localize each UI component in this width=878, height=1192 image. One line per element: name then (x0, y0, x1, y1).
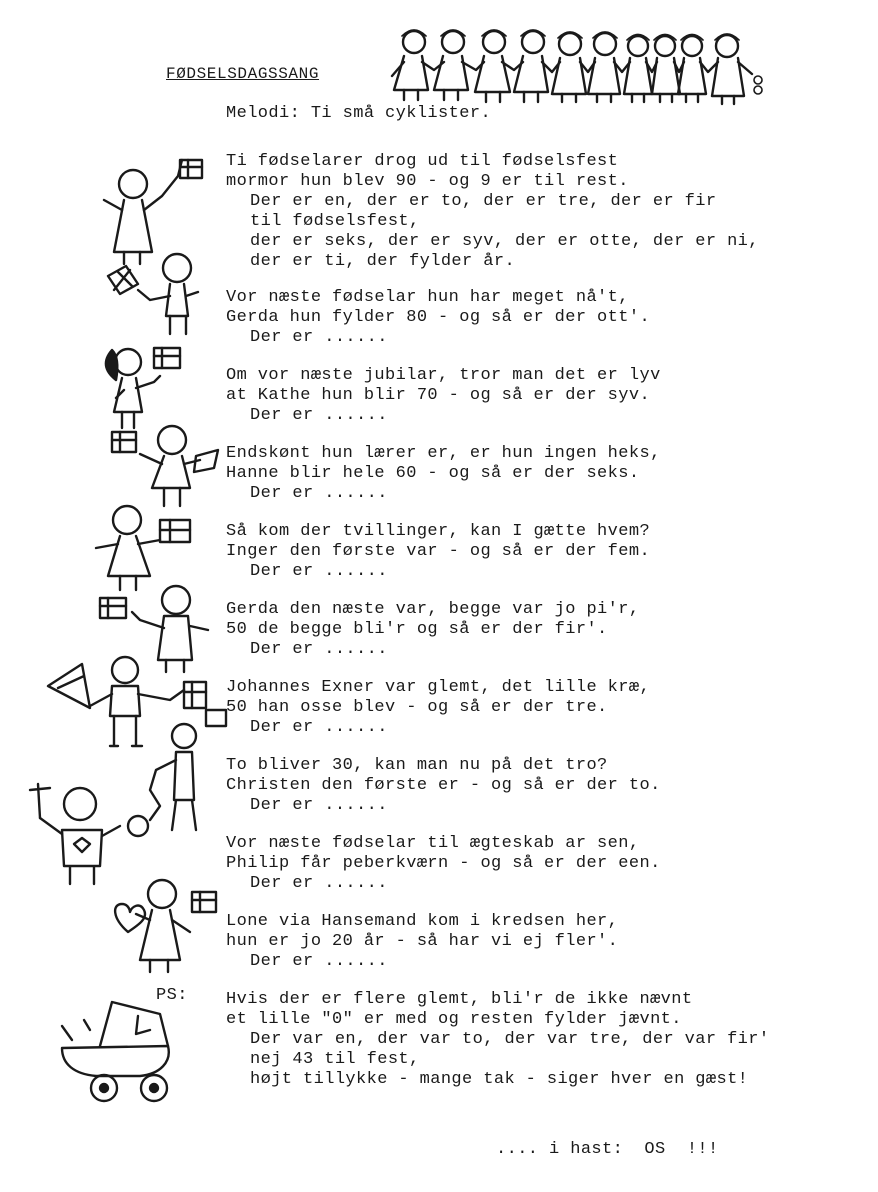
verse-line: hun er jo 20 år - så har vi ej fler'. (226, 932, 619, 951)
verse-line: Philip får peberkværn - og så er der een. (226, 854, 661, 873)
ps-refrain-line: nej 43 til fest, (250, 1050, 420, 1069)
melody-line: Melodi: Ti små cyklister. (226, 104, 492, 123)
ps-label: PS: (156, 986, 188, 1005)
kite-icon (48, 657, 226, 746)
ps-refrain-line: Der var en, der var to, der var tre, der var fir' (250, 1030, 770, 1049)
verse-line: Så kom der tvillinger, kan I gætte hvem? (226, 522, 651, 541)
refrain-line: Der er ...... (250, 484, 388, 503)
verse-line: 50 de begge bli'r og så er der fir'. (226, 620, 608, 639)
verse-line: Lone via Hansemand kom i kredsen her, (226, 912, 619, 931)
refrain-line: Der er ...... (250, 562, 388, 581)
verse-line: Endskønt hun lærer er, er hun ingen heks, (226, 444, 661, 463)
girl-with-flag-icon (104, 160, 202, 264)
ps-line: Hvis der er flere glemt, bli'r de ikke nævnt (226, 990, 693, 1009)
verse-line: Gerda den næste var, begge var jo pi'r, (226, 600, 640, 619)
refrain-line: Der er ...... (250, 640, 388, 659)
ps-refrain-line: højt tillykke - mange tak - siger hver en gæst! (250, 1070, 749, 1089)
pram-icon (62, 1002, 169, 1101)
refrain-line: Der er ...... (250, 718, 388, 737)
signature: .... i hast: OS !!! (496, 1140, 719, 1159)
ps-line: et lille "0" er med og resten fylder jævnt. (226, 1010, 682, 1029)
refrain-line: til fødselsfest, (250, 212, 420, 231)
verse-line: Vor næste fødselar til ægteskab ar sen, (226, 834, 640, 853)
verse-line: Vor næste fødselar hun har meget nå't, (226, 288, 629, 307)
verse-line: Gerda hun fylder 80 - og så er der ott'. (226, 308, 651, 327)
refrain-line: Der er ...... (250, 328, 388, 347)
girl-with-flag-icon (30, 724, 196, 884)
girl-with-flag-icon (112, 426, 218, 506)
verse-line: Inger den første var - og så er der fem. (226, 542, 651, 561)
verse-line: at Kathe hun blir 70 - og så er der syv. (226, 386, 651, 405)
heart-icon (115, 904, 145, 932)
girl-with-flag-icon (96, 506, 190, 590)
verse-line: Johannes Exner var glemt, det lille kræ, (226, 678, 651, 697)
refrain-line: Der er ...... (250, 406, 388, 425)
refrain-line: Der er ...... (250, 952, 388, 971)
verse-line: Ti fødselarer drog ud til fødselsfest (226, 152, 619, 171)
verse-line: mormor hun blev 90 - og 9 er til rest. (226, 172, 629, 191)
refrain-line: der er ti, der fylder år. (250, 252, 516, 271)
verse-line: 50 han osse blev - og så er der tre. (226, 698, 608, 717)
refrain-line: der er seks, der er syv, der er otte, der er ni, (250, 232, 759, 251)
girl-with-flag-icon (136, 880, 216, 972)
verse-line: Om vor næste jubilar, tror man det er lyv (226, 366, 661, 385)
verse-line: Hanne blir hele 60 - og så er der seks. (226, 464, 640, 483)
holding-hands-figures-icon (392, 30, 762, 104)
refrain-line: Der er ...... (250, 874, 388, 893)
refrain-line: Der er en, der er to, der er tre, der er fir (250, 192, 717, 211)
verse-line: To bliver 30, kan man nu på det tro? (226, 756, 608, 775)
girl-with-flag-icon (108, 254, 198, 334)
refrain-line: Der er ...... (250, 796, 388, 815)
girl-with-flag-icon (106, 348, 180, 428)
verse-line: Christen den første er - og så er der to. (226, 776, 661, 795)
page-title: FØDSELSDAGSSANG (166, 65, 320, 83)
